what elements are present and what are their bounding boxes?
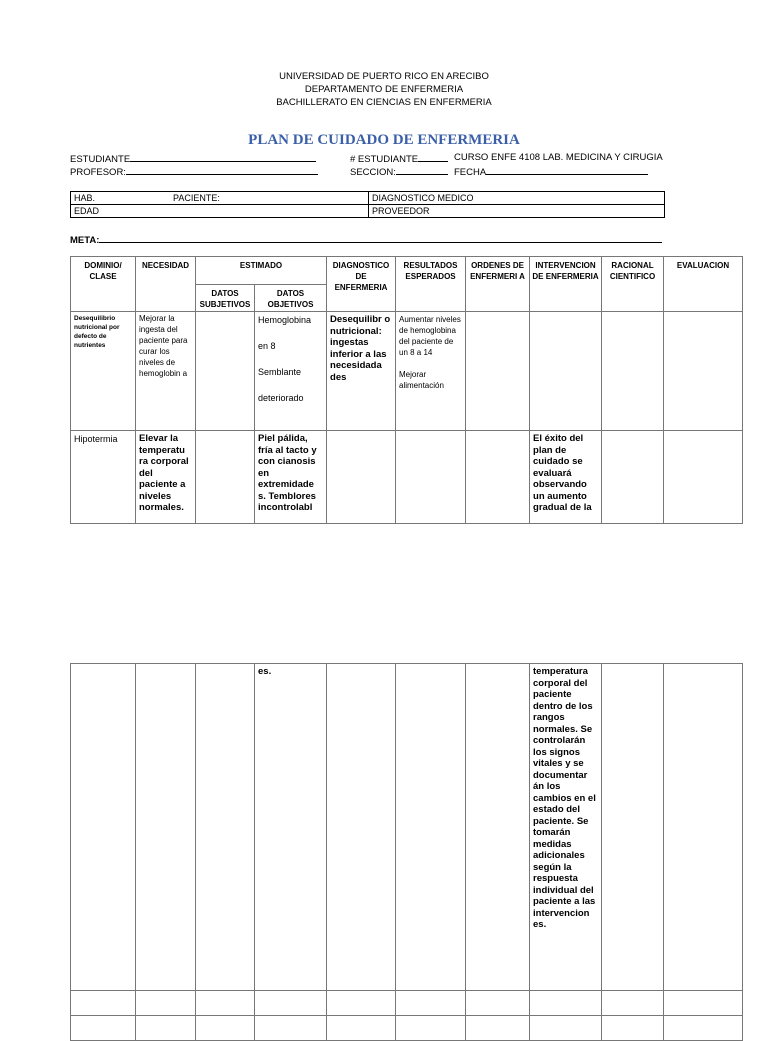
hab-cell[interactable] <box>71 192 369 205</box>
row1-resultados-line1: Aumentar niveles de hemoglobina del paciente de un 8 a 14 <box>399 315 461 357</box>
empty-cell[interactable] <box>136 991 196 1016</box>
professor-label: PROFESOR: <box>70 167 126 178</box>
date-blank[interactable] <box>486 165 648 175</box>
row1-racional[interactable] <box>602 312 664 431</box>
cont-ordenes[interactable] <box>466 664 530 991</box>
empty-cell[interactable] <box>327 1016 396 1041</box>
cont-racional[interactable] <box>602 664 664 991</box>
empty-cell[interactable] <box>530 1016 602 1041</box>
row2-subjetivos[interactable] <box>196 431 255 524</box>
column-ordenes: ORDENES DE ENFERMERI A <box>466 257 530 312</box>
date-label: FECHA <box>454 167 487 178</box>
hab-label: HAB. <box>74 193 96 203</box>
empty-cell[interactable] <box>664 1016 743 1041</box>
column-diagnostico: DIAGNOSTICO DE ENFERMERIA <box>327 257 396 312</box>
table-row <box>71 431 743 524</box>
row2-ordenes[interactable] <box>466 431 530 524</box>
table-row <box>71 312 743 431</box>
table-row <box>71 991 743 1016</box>
row1-obj-line3: Semblante <box>258 367 302 377</box>
empty-cell[interactable] <box>255 991 327 1016</box>
column-racional: RACIONAL CIENTIFICO <box>602 257 664 312</box>
empty-cell[interactable] <box>71 1016 136 1041</box>
column-estimado: ESTIMADO <box>196 257 327 285</box>
course-label: CURSO ENFE 4108 LAB. MEDICINA Y CIRUGIA <box>454 152 663 163</box>
program-name: BACHILLERATO EN CIENCIAS EN ENFERMERIA <box>276 97 492 108</box>
row2-dominio[interactable]: Hipotermia <box>71 431 136 524</box>
care-plan-continuation-table <box>70 663 743 1041</box>
cont-evaluacion[interactable] <box>664 664 743 991</box>
table-row <box>71 1016 743 1041</box>
empty-cell[interactable] <box>530 991 602 1016</box>
student-number-blank[interactable] <box>418 152 448 162</box>
cont-objetivos[interactable]: es. <box>255 664 327 991</box>
student-number-field <box>350 152 448 165</box>
row1-ordenes[interactable] <box>466 312 530 431</box>
empty-cell[interactable] <box>602 1016 664 1041</box>
age-cell[interactable]: EDAD <box>71 205 369 218</box>
column-subjetivos: DATOS SUBJETIVOS <box>196 285 255 312</box>
date-field <box>454 165 648 178</box>
row1-evaluacion[interactable] <box>664 312 743 431</box>
professor-blank[interactable] <box>126 165 318 175</box>
empty-cell[interactable] <box>396 991 466 1016</box>
row2-objetivos[interactable]: Piel pálida, fría al tacto y con cianosis en extremidade s. Temblores incontrolabl <box>255 431 327 524</box>
row1-subjetivos[interactable] <box>196 312 255 431</box>
empty-cell[interactable] <box>196 991 255 1016</box>
cont-intervencion[interactable]: temperatura corporal del paciente dentro de los rangos normales. Se controlarán los signos vitales y se documentar án los cambios en el estado del paciente. Se tomarán medidas adicionales según la respuesta individual del paciente a las intervencion es. <box>530 664 602 991</box>
column-dominio: DOMINIO/ CLASE <box>71 257 136 312</box>
empty-cell[interactable] <box>71 991 136 1016</box>
student-label: ESTUDIANTE <box>70 154 131 165</box>
provider-cell[interactable]: PROVEEDOR <box>369 205 665 218</box>
row1-obj-line2: en 8 <box>258 341 276 351</box>
professor-field <box>70 165 318 178</box>
row1-resultados[interactable] <box>396 312 466 431</box>
row2-racional[interactable] <box>602 431 664 524</box>
row2-evaluacion[interactable] <box>664 431 743 524</box>
empty-cell[interactable] <box>136 1016 196 1041</box>
page-title: PLAN DE CUIDADO DE ENFERMERIA <box>248 132 520 148</box>
row1-dominio[interactable]: Desequilibrio nutricional por defecto de nutrientes <box>71 312 136 431</box>
row1-obj-line1: Hemoglobina <box>258 315 312 325</box>
column-necesidad: NECESIDAD <box>136 257 196 312</box>
cont-necesidad[interactable] <box>136 664 196 991</box>
row2-intervencion[interactable]: El éxito del plan de cuidado se evaluará observando un aumento gradual de la <box>530 431 602 524</box>
student-field <box>70 152 316 165</box>
empty-cell[interactable] <box>664 991 743 1016</box>
university-name: UNIVERSIDAD DE PUERTO RICO EN ARECIBO <box>279 71 489 82</box>
care-plan-table <box>70 256 743 524</box>
empty-cell[interactable] <box>466 1016 530 1041</box>
empty-cell[interactable] <box>466 991 530 1016</box>
row1-objetivos[interactable] <box>255 312 327 431</box>
empty-cell[interactable] <box>255 1016 327 1041</box>
patient-label: PACIENTE: <box>173 193 220 203</box>
section-field <box>350 165 448 178</box>
table-row <box>71 664 743 991</box>
row1-intervencion[interactable] <box>530 312 602 431</box>
row1-diagnostico[interactable]: Desequilibr o nutricional: ingestas inferior a las necesidada des <box>327 312 396 431</box>
row2-diagnostico[interactable] <box>327 431 396 524</box>
cont-dominio[interactable] <box>71 664 136 991</box>
student-number-label: # ESTUDIANTE <box>350 154 419 165</box>
cont-subjetivos[interactable] <box>196 664 255 991</box>
empty-cell[interactable] <box>196 1016 255 1041</box>
patient-info-table <box>70 191 665 218</box>
department-name: DEPARTAMENTO DE ENFERMERIA <box>304 84 464 95</box>
section-blank[interactable] <box>396 165 448 175</box>
section-label: SECCION: <box>350 167 396 178</box>
goal-label: META: <box>70 235 100 246</box>
empty-cell[interactable] <box>327 991 396 1016</box>
row1-obj-line4: deteriorado <box>258 393 304 403</box>
column-resultados: RESULTADOS ESPERADOS <box>396 257 466 312</box>
student-blank[interactable] <box>130 152 316 162</box>
column-intervencion: INTERVENCION DE ENFERMERIA <box>530 257 602 312</box>
column-evaluacion: EVALUACION <box>664 257 743 312</box>
row2-resultados[interactable] <box>396 431 466 524</box>
cont-diagnostico[interactable] <box>327 664 396 991</box>
diagnosis-cell[interactable]: DIAGNOSTICO MEDICO <box>369 192 665 205</box>
empty-cell[interactable] <box>396 1016 466 1041</box>
column-objetivos: DATOS OBJETIVOS <box>255 285 327 312</box>
empty-cell[interactable] <box>602 991 664 1016</box>
row2-necesidad[interactable]: Elevar la temperatu ra corporal del paciente a niveles normales. <box>136 431 196 524</box>
goal-blank[interactable] <box>99 233 662 243</box>
goal-field <box>70 233 662 246</box>
row1-necesidad[interactable]: Mejorar la ingesta del paciente para curar los niveles de hemoglobin a <box>136 312 196 431</box>
row1-resultados-line2: Mejorar alimentación <box>399 370 444 390</box>
cont-resultados[interactable] <box>396 664 466 991</box>
